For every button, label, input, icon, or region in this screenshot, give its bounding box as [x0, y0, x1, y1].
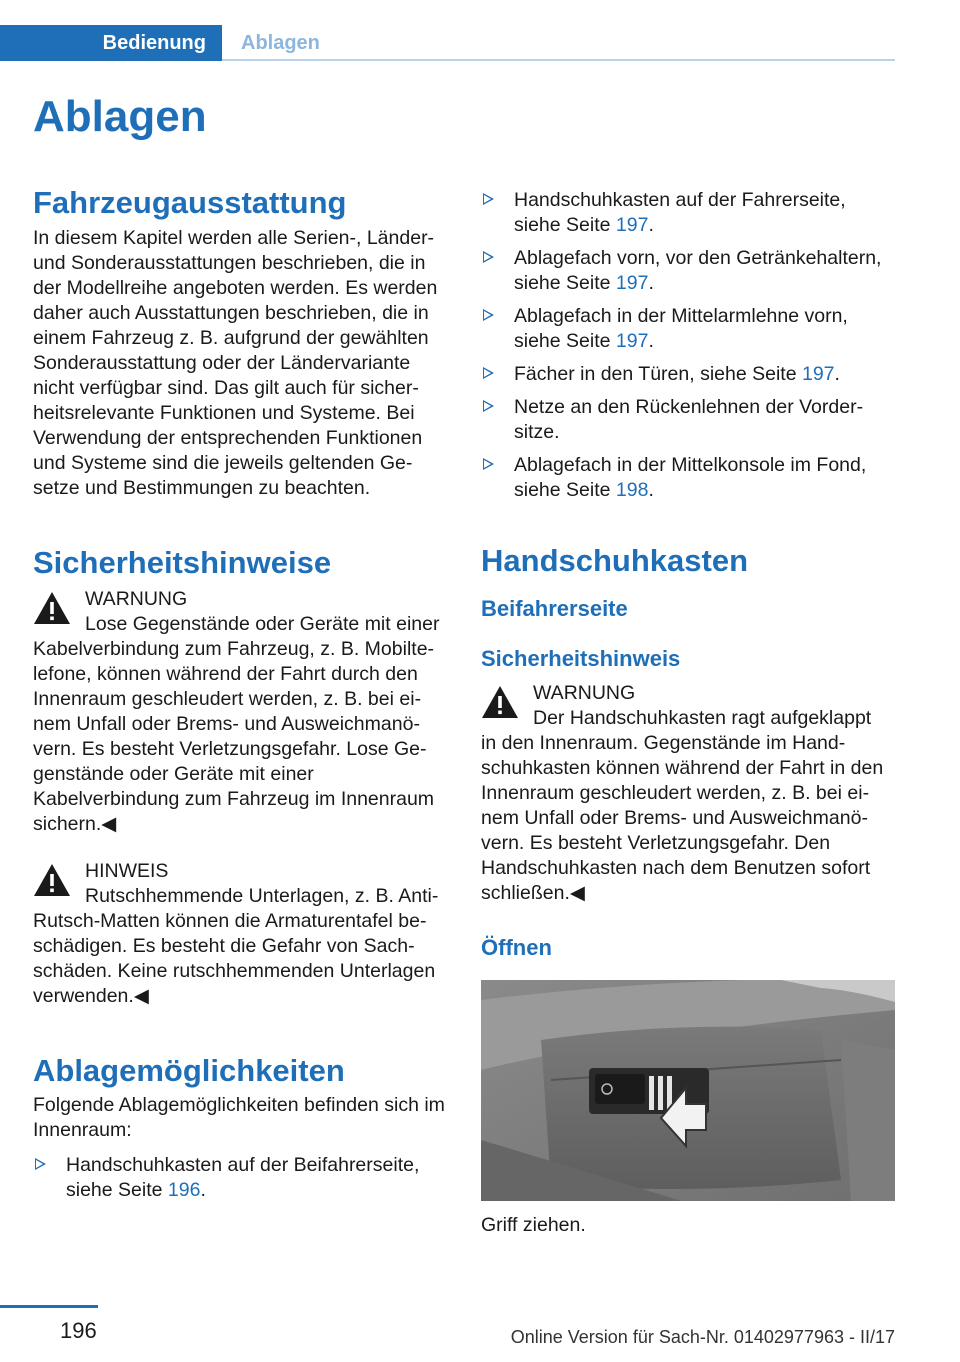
header-divider — [222, 59, 895, 61]
list-item: Handschuhkasten auf der Beifahrerseite, siehe Seite 196. — [33, 1153, 447, 1203]
heading-sicherheitshinweise: Sicherheitshinweise — [33, 545, 332, 580]
warning-triangle-icon — [481, 685, 519, 719]
right-column — [481, 183, 895, 1238]
list-item: Ablagefach in der Mittelkonsole im Fond, siehe Seite 198. — [481, 453, 895, 503]
fahrzeugausstattung-text: In diesem Kapitel werden alle Serien-, Länder- und Sonderausstattungen beschrieben, die in der Modellreihe angeboten werden. Es werden daher auch Ausstattungen beschrieben, die in einem Fahrzeug z. B. aufgrund der gewählten Sonderausstattung oder der Ländervariante nicht verfügbar sind. Das gilt auch für sicherheitsrelevante Funktionen und Systeme. Bei Verwendung der entsprechenden Funktionen und Systeme sind die jeweils geltenden Gesetze und Bestimmungen zu beachten. — [33, 227, 438, 499]
page-link[interactable]: 198 — [615, 479, 649, 501]
page-link[interactable]: 197 — [801, 363, 835, 385]
warning-label: WARNUNG — [85, 588, 188, 610]
page-link[interactable]: 197 — [615, 330, 649, 352]
bullet-triangle-icon — [483, 458, 494, 470]
left-column — [33, 183, 447, 1211]
warning-triangle-icon — [33, 591, 71, 625]
page-number: 196 — [60, 1318, 97, 1343]
warning-label: WARNUNG — [533, 682, 636, 704]
ablage-list-right — [481, 188, 895, 503]
bullet-triangle-icon — [483, 251, 494, 263]
heading-sicherheitshinweis: Sicherheitshinweis — [481, 646, 681, 671]
warning-text: in den Innenraum. Gegenstände im Handschuhkasten können während der Fahrt in den Innenraum geschleudert werden, z. B. bei einem Unfall oder Brems- und Ausweichmanövern. Es besteht Verletzungsgefahr. Den Handschuhkasten nach dem Benutzen sofort schließen.◀ — [481, 732, 884, 904]
list-item: Ablagefach vorn, vor den Getränkehaltern, siehe Seite 197. — [481, 246, 895, 296]
ablage-list-left — [33, 1153, 447, 1203]
warning-first-line: Lose Gegenstände oder Geräte mit einer — [85, 613, 440, 635]
page-title: Ablagen — [33, 92, 207, 141]
hinweis-first-line: Rutschhemmende Unterlagen, z. B. Anti- — [85, 885, 439, 907]
hinweis-text: Rutsch-Matten können die Armaturentafel beschädigen. Es besteht die Gefahr von Sachschäden. Keine rutschhemmenden Unterlagen verwenden.◀ — [33, 910, 436, 1007]
bullet-triangle-icon — [483, 400, 494, 412]
tab-ablagen[interactable]: Ablagen — [241, 31, 320, 54]
warning-first-line: Der Handschuhkasten ragt aufgeklappt — [533, 707, 872, 729]
page-link[interactable]: 197 — [615, 272, 649, 294]
footer-divider — [0, 1305, 98, 1308]
heading-beifahrerseite: Beifahrerseite — [481, 596, 628, 621]
warning-triangle-icon — [33, 863, 71, 897]
page-link[interactable]: 196 — [167, 1179, 201, 1201]
hinweis-label: HINWEIS — [85, 860, 169, 882]
header-tabbar — [0, 25, 895, 61]
bullet-triangle-icon — [483, 193, 494, 205]
heading-fahrzeugausstattung: Fahrzeugausstattung — [33, 185, 347, 220]
list-item: Netze an den Rückenlehnen der Vordersitze. — [481, 395, 895, 445]
list-item: Fächer in den Türen, siehe Seite 197. — [481, 362, 895, 387]
tab-bedienung[interactable]: Bedienung — [0, 25, 222, 61]
ablagemoeglichkeiten-text: Folgende Ablagemöglichkeiten befinden sich im Innenraum: — [33, 1094, 445, 1141]
heading-oeffnen: Öffnen — [481, 935, 552, 960]
photo-caption: Griff ziehen. — [481, 1214, 586, 1236]
bullet-triangle-icon — [483, 309, 494, 321]
heading-ablagemoeglichkeiten: Ablagemöglichkeiten — [33, 1053, 345, 1088]
hinweis-block — [33, 859, 447, 1009]
bullet-triangle-icon — [35, 1158, 46, 1170]
footer-note: Online Version für Sach-Nr. 01402977963 - II/17 — [510, 1327, 895, 1347]
page-link[interactable]: 197 — [615, 214, 649, 236]
glovebox-photo — [481, 980, 895, 1201]
warning-block — [481, 681, 895, 906]
bullet-triangle-icon — [483, 367, 494, 379]
list-item: Ablagefach in der Mittelarmlehne vorn, siehe Seite 197. — [481, 304, 895, 354]
warning-block — [33, 587, 447, 837]
heading-handschuhkasten: Handschuhkasten — [481, 543, 749, 578]
list-item: Handschuhkasten auf der Fahrerseite, siehe Seite 197. — [481, 188, 895, 238]
warning-text: Kabelverbindung zum Fahrzeug, z. B. Mobiltelefone, können während der Fahrt durch den Innenraum geschleudert werden, z. B. bei einem Unfall oder Brems- und Ausweichmanövern. Es besteht Verletzungsgefahr. Lose Gegenstände oder Geräte mit einer Kabelverbindung zum Fahrzeug im Innenraum sichern.◀ — [33, 638, 435, 835]
